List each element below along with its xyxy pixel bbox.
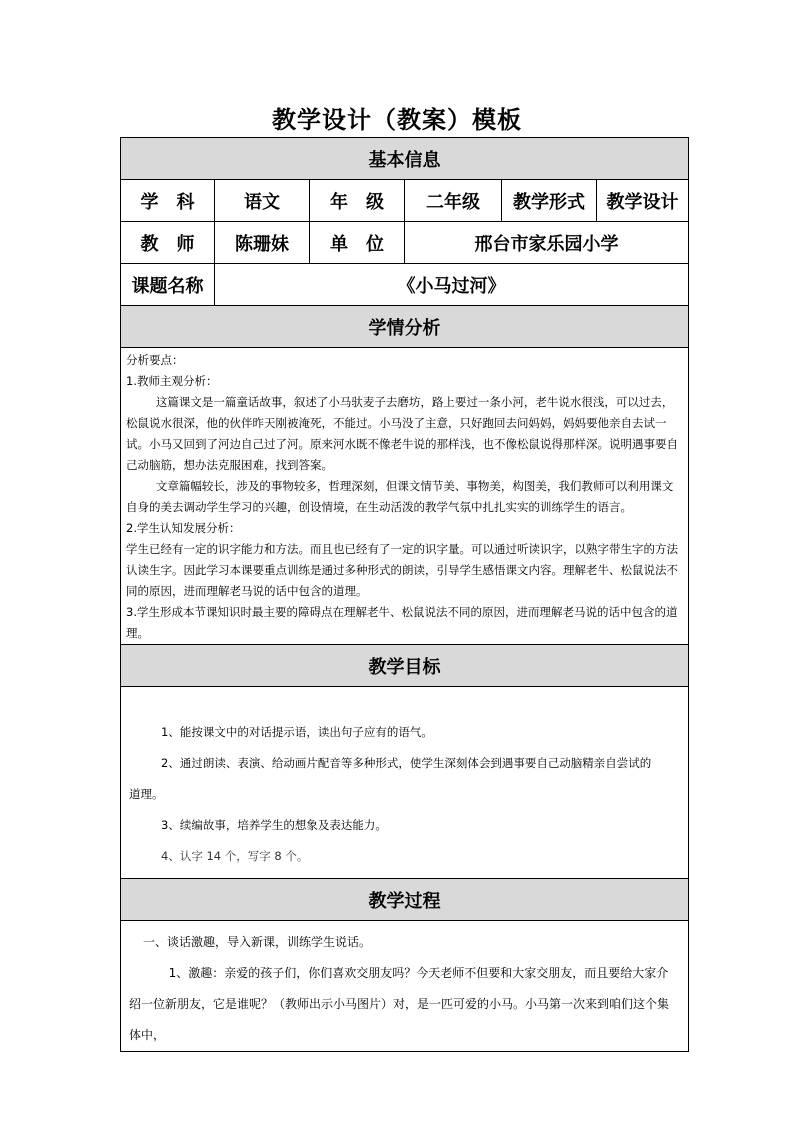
goal-item-continuation: 道理。 — [129, 787, 164, 801]
goal-item: 2、通过朗读、表演、给动画片配音等多种形式，使学生深刻体会到遇事要自己动脑精亲自尝试的 — [161, 756, 652, 770]
goal-item: 1、能按课文中的对话提示语，读出句子应有的语气。 — [161, 725, 433, 739]
topic-label: 课题名称 — [121, 264, 215, 306]
basic-info-header: 基本信息 — [121, 138, 689, 180]
unit-label: 单 位 — [310, 222, 405, 264]
analysis-line: 1.教师主观分析： — [126, 374, 218, 388]
grade-label: 年 级 — [310, 180, 405, 222]
process-paragraph: 1、激趣：亲爱的孩子们，你们喜欢交朋友吗？今天老师不但要和大家交朋友，而且要给大家介绍一位新朋友，它是谁呢？（教师出示小马图片）对，是一匹可爱的小马。小马第一次来到咱们这个集体中， — [129, 966, 670, 1042]
analysis-paragraph: 3.学生形成本节课知识时最主要的障碍点在理解老牛、松鼠说法不同的原因，进而理解老马说的话中包含的道理。 — [126, 605, 678, 640]
process-line: 一、谈话激趣，导入新课，训练学生说话。 — [143, 935, 372, 949]
analysis-header: 学情分析 — [121, 306, 689, 348]
unit-value: 邢台市家乐园小学 — [405, 222, 689, 264]
analysis-line: 2.学生认知发展分析： — [126, 521, 241, 535]
goals-body — [121, 687, 689, 879]
goal-item: 3、续编故事，培养学生的想象及表达能力。 — [161, 818, 387, 832]
goal-item: 4、认字 14 个，写字 8 个。 — [161, 849, 309, 863]
analysis-line: 分析要点： — [126, 353, 184, 367]
process-header: 教学过程 — [121, 879, 689, 921]
subject-label: 学 科 — [121, 180, 215, 222]
analysis-paragraph: 这篇课文是一篇童话故事，叙述了小马驮麦子去磨坊，路上要过一条小河，老牛说水很浅，可以过去，松鼠说水很深，他的伙伴昨天刚被淹死，不能过。小马没了主意，只好跑回去问妈妈，妈妈要他亲自去试一试。小马又回到了河边自己过了河。原来河水既不像老牛说的那样浅，也不像松鼠说得那样深。说明遇事要自己动脑筋，想办法克服困难，找到答案。 — [126, 395, 678, 472]
teacher-label: 教 师 — [121, 222, 215, 264]
form-label: 教学形式 — [502, 180, 597, 222]
lesson-plan-table — [120, 137, 689, 1052]
analysis-paragraph: 学生已经有一定的识字能力和方法。而且也已经有了一定的识字量。可以通过听读识字，以熟字带生字的方法认读生字。因此学习本课要重点训练是通过多种形式的朗读，引导学生感悟课文内容。理解老牛、松鼠说法不同的原因，进而理解老马说的话中包含的道理。 — [126, 542, 678, 598]
subject-value: 语文 — [215, 180, 310, 222]
analysis-paragraph: 文章篇幅较长，涉及的事物较多，哲理深刻，但课文情节美、事物美，构图美，我们教师可以利用课文自身的美去调动学生学习的兴趣，创设情境，在生动活泼的教学气氛中扎扎实实的训练学生的语言。 — [126, 479, 674, 514]
process-body — [121, 921, 689, 1052]
teacher-value: 陈珊妹 — [215, 222, 310, 264]
grade-value: 二年级 — [405, 180, 502, 222]
form-value: 教学设计 — [597, 180, 689, 222]
page-title: 教学设计（教案）模板 — [272, 105, 522, 134]
goals-header: 教学目标 — [121, 645, 689, 687]
analysis-body — [121, 348, 689, 645]
topic-value: 《小马过河》 — [215, 264, 689, 306]
